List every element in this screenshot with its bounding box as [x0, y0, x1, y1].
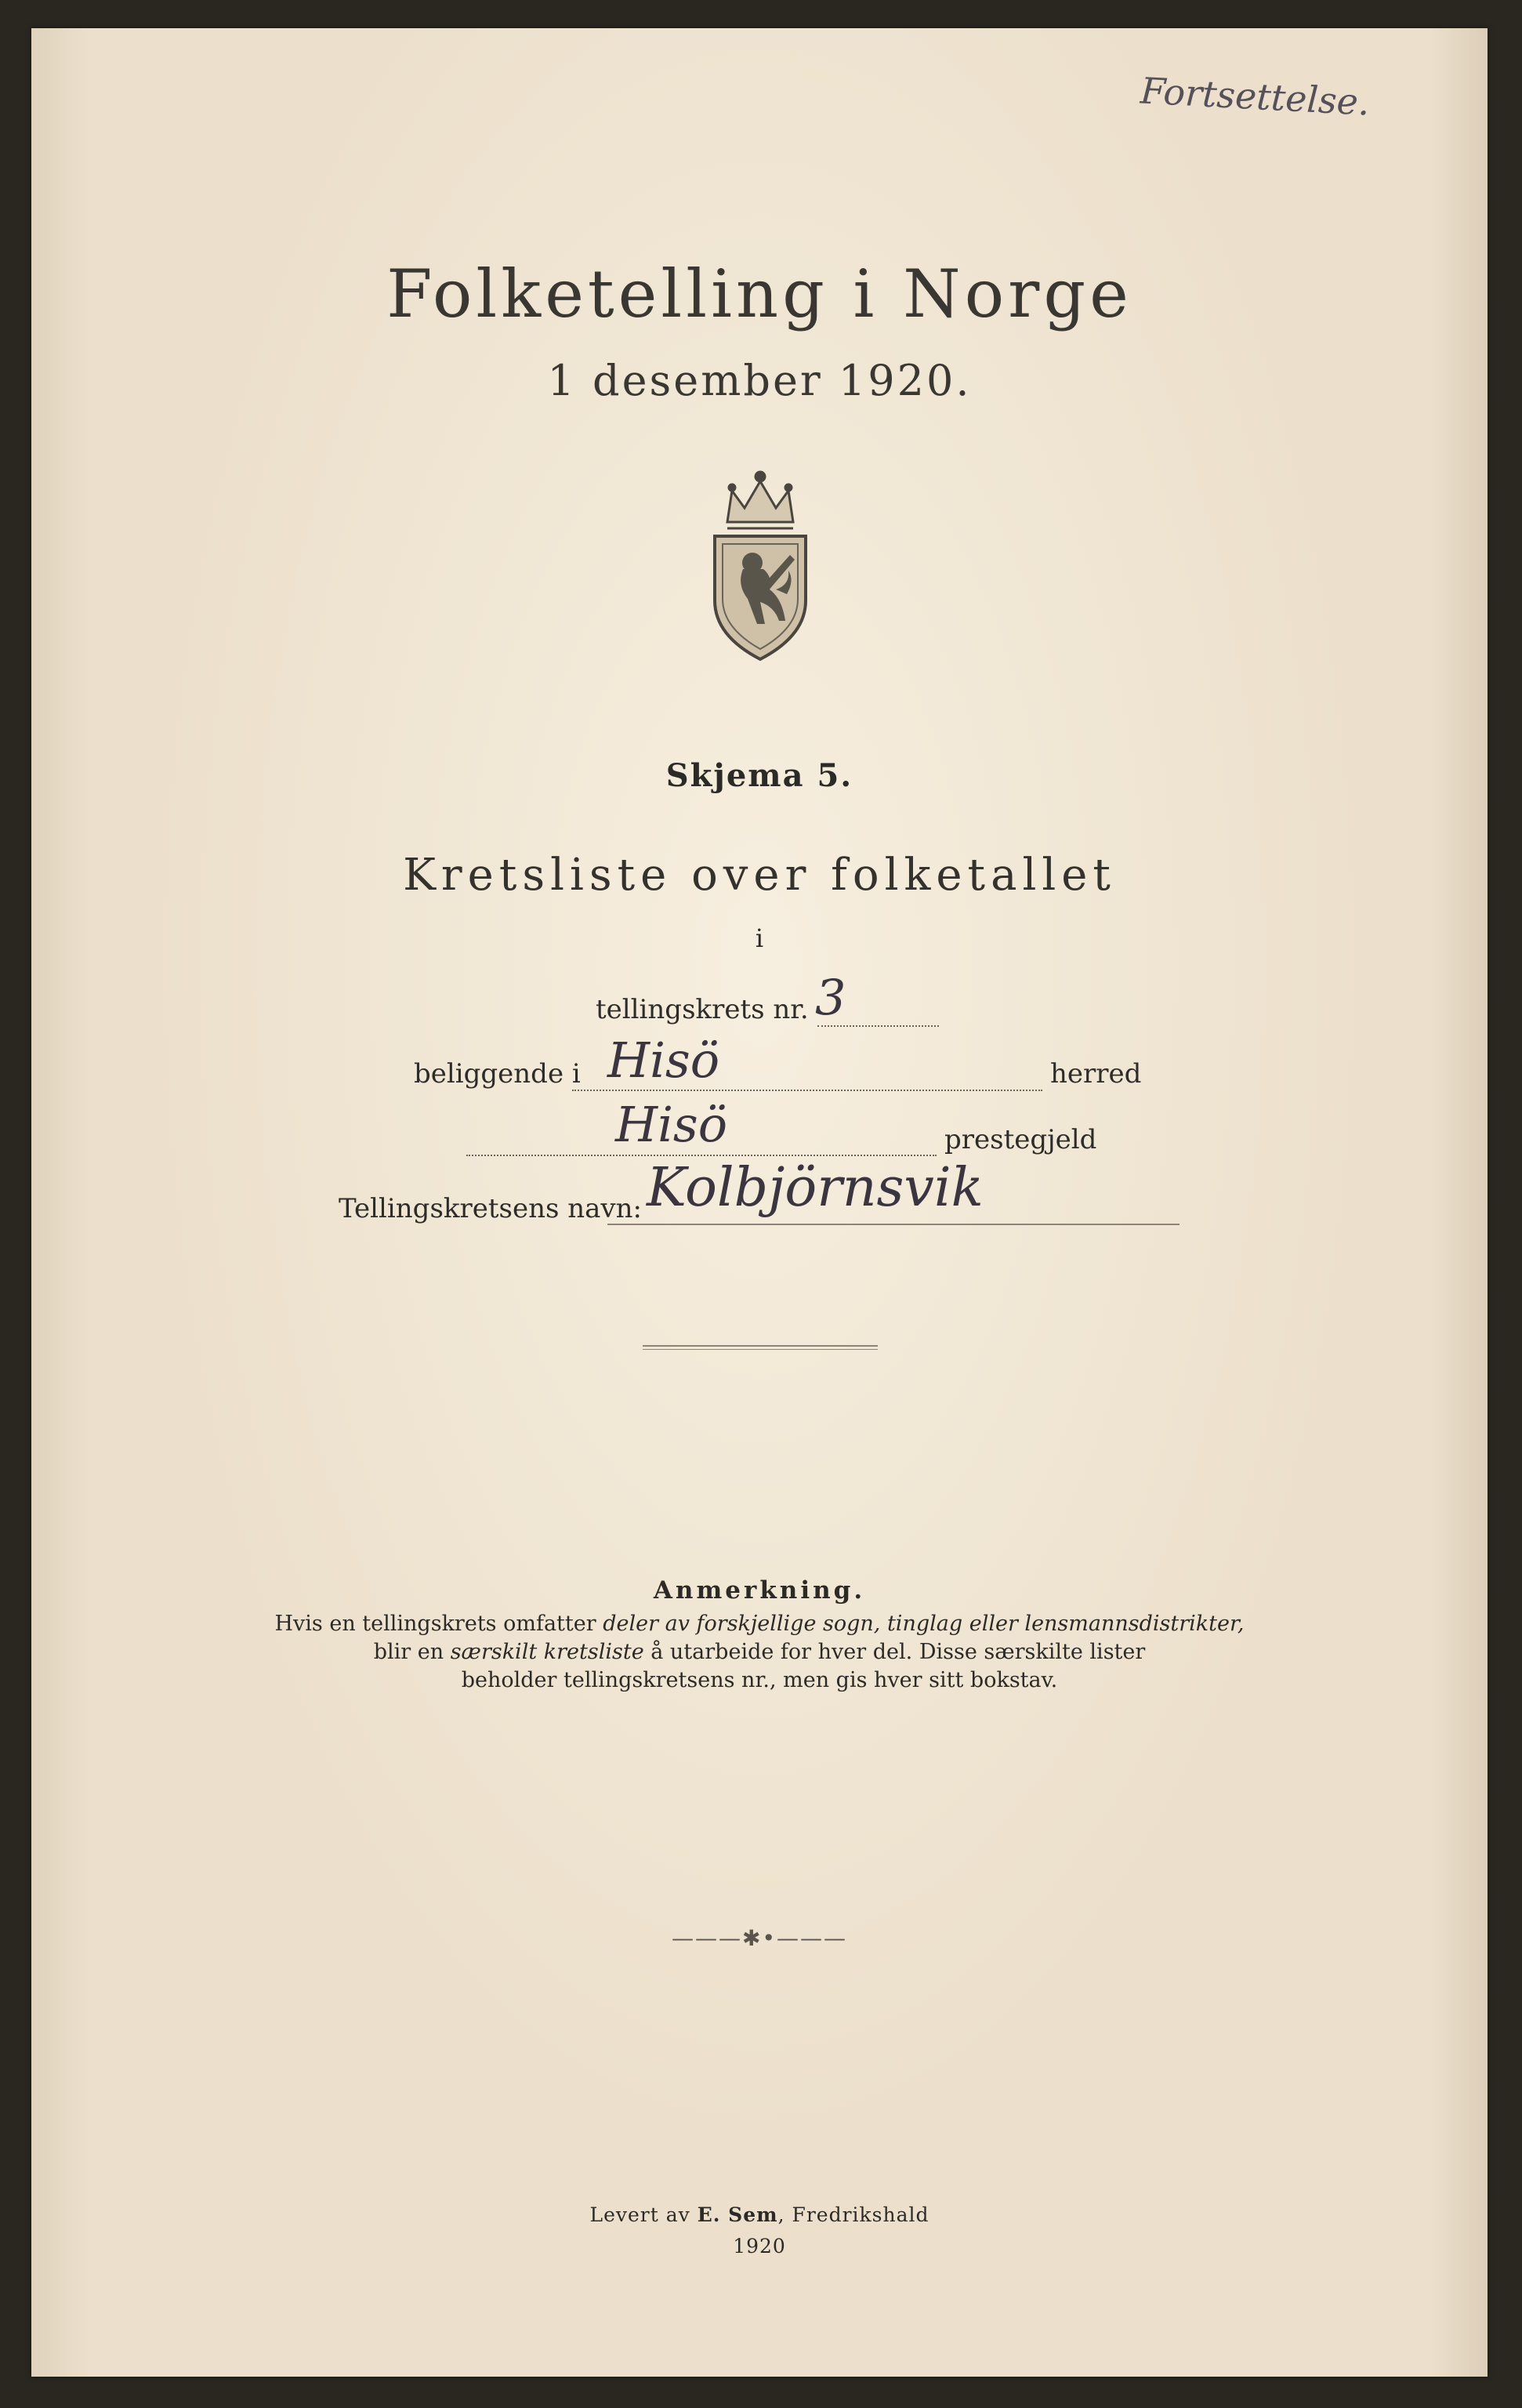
norwegian-coat-of-arms-icon — [698, 467, 823, 663]
herred-label: herred — [1050, 1058, 1142, 1090]
page-title: Folketelling i Norge — [386, 256, 1132, 332]
note-line-2 — [31, 1640, 1488, 1664]
margin-note: Fortsettelse. — [1140, 69, 1372, 124]
note-line-1-italic: deler av forskjellige sogn, tinglag eller lensmannsdistrikter, — [603, 1612, 1245, 1636]
printer-suffix: , Fredrikshald — [777, 2203, 930, 2226]
prestegjeld-line — [466, 1155, 937, 1156]
schema-number: Skjema 5. — [665, 757, 853, 794]
beliggende-label: beliggende i — [414, 1058, 581, 1090]
prestegjeld-value: Hisö — [615, 1096, 728, 1153]
printer-prefix: Levert av — [589, 2203, 698, 2226]
krets-number-value: 3 — [815, 969, 846, 1026]
note-line-2-text-a: blir en — [373, 1640, 451, 1664]
prestegjeld-label: prestegjeld — [944, 1124, 1097, 1155]
herred-line — [572, 1090, 1042, 1091]
ornament-divider: ———✱•——— — [672, 1925, 847, 1951]
divider-rule — [643, 1345, 878, 1350]
note-line-2-italic: særskilt kretsliste — [450, 1640, 644, 1664]
krets-name-value: Kolbjörnsvik — [647, 1157, 984, 1219]
printer-credit — [31, 2203, 1488, 2226]
krets-name-line — [607, 1224, 1180, 1225]
note-line-2-text-c: å utarbeide for hver del. Disse særskilte lister — [643, 1640, 1146, 1664]
note-line-1-text: Hvis en tellingskrets omfatter — [274, 1612, 603, 1636]
printer-name: E. Sem — [697, 2203, 778, 2226]
krets-number-label: tellingskrets nr. — [596, 994, 809, 1025]
printer-year: 1920 — [733, 2235, 786, 2258]
form-heading: Kretsliste over folketallet — [403, 850, 1116, 901]
krets-name-label: Tellingskretsens navn: — [339, 1193, 642, 1224]
note-title: Anmerkning. — [653, 1576, 866, 1605]
note-line-1 — [31, 1612, 1488, 1636]
preposition: i — [755, 923, 764, 953]
note-line-3: beholder tellingskretsens nr., men gis hver sitt bokstav. — [461, 1668, 1058, 1692]
herred-value: Hisö — [607, 1032, 720, 1089]
census-form-page — [31, 28, 1488, 2377]
census-date: 1 desember 1920. — [547, 356, 972, 405]
